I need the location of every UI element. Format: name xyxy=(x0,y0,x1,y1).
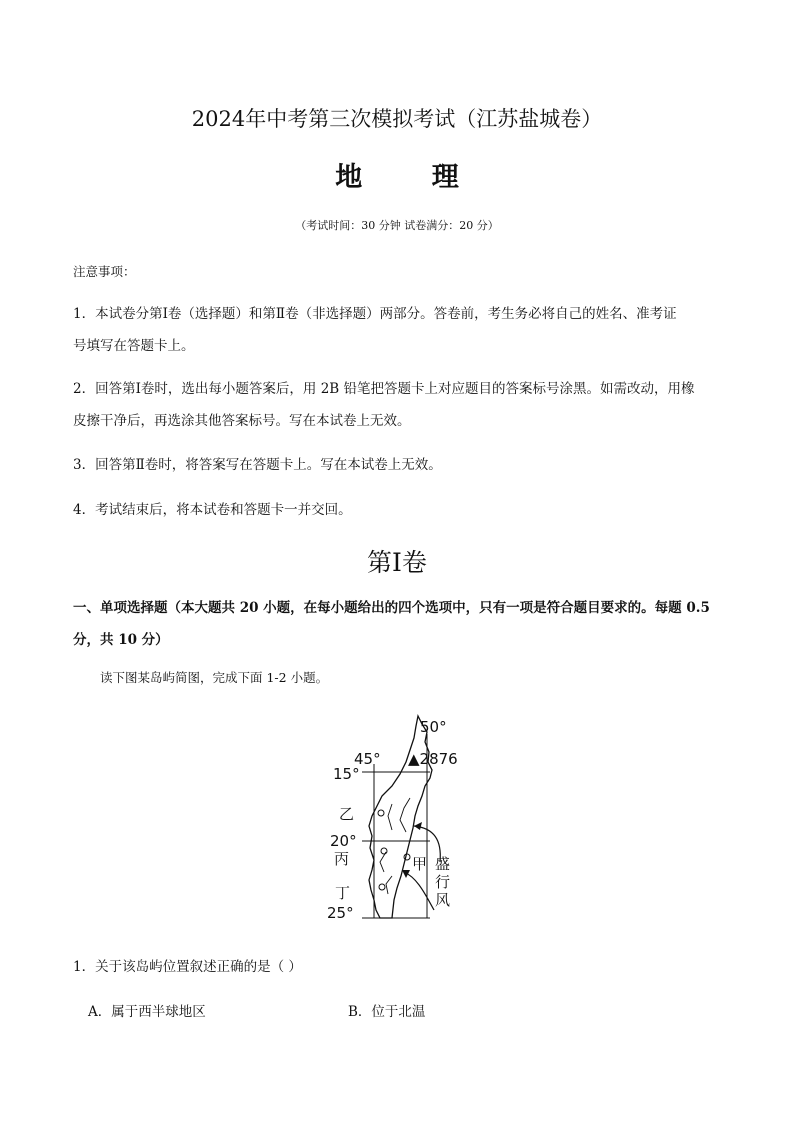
island-map xyxy=(322,712,472,924)
read-intro: 读下图某岛屿简图，完成下面 1-2 小题。 xyxy=(100,670,329,685)
wind-char-1: 盛 xyxy=(435,855,451,873)
wind-arrow xyxy=(404,872,434,910)
exam-title: 2024年中考第三次模拟考试（江苏盐城卷） xyxy=(191,107,603,131)
question-1-stem: 1．关于该岛屿位置叙述正确的是（ ） xyxy=(73,959,302,975)
place-marker-jia xyxy=(404,854,410,860)
lat-15-label: 15° xyxy=(333,765,360,783)
label-ding: 丁 xyxy=(335,884,351,902)
label-jia: 甲 xyxy=(412,855,428,873)
river xyxy=(400,798,410,832)
place-marker-bing xyxy=(381,848,387,854)
notice-item-2 xyxy=(73,373,723,437)
river xyxy=(380,852,386,872)
exam-meta: （考试时间：30 分钟 试卷满分：20 分） xyxy=(295,219,499,232)
subject-title: 地 理 xyxy=(335,162,489,193)
question-1-option-b: B．位于北温 xyxy=(348,1004,426,1020)
lat-20-label: 20° xyxy=(330,832,357,850)
island-outline xyxy=(369,716,432,918)
section-title: 第Ⅰ卷 xyxy=(367,548,427,577)
part-heading-line2: 分，共 10 分） xyxy=(73,632,169,648)
place-marker-ding xyxy=(379,884,385,890)
river xyxy=(388,804,392,830)
notice-item-2-line2: 皮擦干净后，再选涂其他答案标号。写在本试卷上无效。 xyxy=(73,413,411,429)
question-1-option-a: A．属于西半球地区 xyxy=(88,1004,206,1020)
label-yi: 乙 xyxy=(339,805,355,823)
lat-25-label: 25° xyxy=(327,904,354,922)
river xyxy=(386,876,392,894)
wind-char-3: 风 xyxy=(435,891,451,909)
wind-char-2: 行 xyxy=(435,873,451,891)
place-marker-yi xyxy=(378,810,384,816)
label-bing: 丙 xyxy=(334,850,350,868)
notice-item-4 xyxy=(73,494,723,526)
part-heading xyxy=(73,592,723,656)
lon-50-label: 50° xyxy=(420,718,447,736)
notice-item-1 xyxy=(73,298,723,362)
lon-45-label: 45° xyxy=(354,750,381,768)
notice-item-3 xyxy=(73,449,723,481)
wind-arrowhead xyxy=(414,822,422,830)
notice-item-1-line1: 1．本试卷分第Ⅰ卷（选择题）和第Ⅱ卷（非选择题）两部分。答卷前，考生务必将自己的姓名、准考证 xyxy=(73,306,677,322)
notice-item-1-line2: 号填写在答题卡上。 xyxy=(73,338,195,354)
notice-item-3-line1: 3．回答第Ⅱ卷时，将答案写在答题卡上。写在本试卷上无效。 xyxy=(73,457,442,473)
notice-item-2-line1: 2．回答第Ⅰ卷时，选出每小题答案后，用 2B 铅笔把答题卡上对应题目的答案标号涂黑。如需改动，用橡 xyxy=(73,381,695,397)
notice-item-4-line1: 4．考试结束后，将本试卷和答题卡一并交回。 xyxy=(73,502,352,518)
peak-label: ▲2876 xyxy=(408,750,458,768)
notice-heading: 注意事项： xyxy=(73,264,136,279)
part-heading-line1: 一、单项选择题（本大题共 20 小题，在每小题给出的四个选项中，只有一项是符合题目要求的。每题 0.5 xyxy=(73,600,710,616)
